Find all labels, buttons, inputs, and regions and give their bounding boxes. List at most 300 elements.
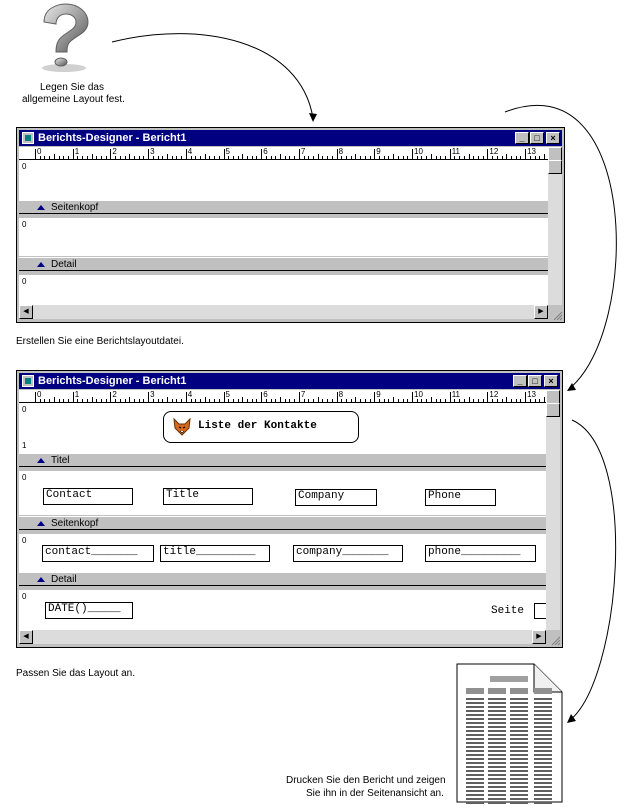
section-header-seitenkopf[interactable]: Seitenkopf — [19, 516, 546, 530]
scroll-right-button[interactable]: ▶ — [532, 630, 546, 644]
doc-line — [534, 794, 552, 796]
doc-line — [510, 762, 528, 764]
ruler-tick — [388, 156, 389, 159]
ruler-tick — [445, 156, 446, 159]
ruler-tick — [535, 156, 536, 159]
ruler-tick — [337, 149, 338, 159]
doc-line — [534, 758, 552, 760]
ruler-tick — [403, 156, 404, 159]
ruler-tick — [318, 397, 319, 402]
page-label[interactable]: Seite — [491, 605, 525, 617]
doc-line — [510, 798, 528, 800]
ruler-tick — [403, 399, 404, 402]
doc-line — [466, 774, 484, 776]
doc-line — [510, 754, 528, 756]
ruler-tick — [299, 392, 300, 402]
ruler-tick — [266, 156, 267, 159]
ruler-tick — [242, 397, 243, 402]
ruler-tick — [68, 399, 69, 402]
doc-line — [466, 714, 484, 716]
doc-line — [466, 794, 484, 796]
ruler-tick — [318, 154, 319, 159]
ruler-number: 11 — [451, 147, 460, 156]
ruler-tick — [520, 156, 521, 159]
minimize-button[interactable]: _ — [515, 132, 529, 144]
ruler-tick — [332, 156, 333, 159]
ruler-tick — [511, 156, 512, 159]
window-1-titlebar[interactable] — [19, 130, 562, 146]
ruler-tick — [139, 156, 140, 159]
ruler-tick — [77, 399, 78, 402]
doc-line — [534, 754, 552, 756]
ruler-tick — [120, 399, 121, 402]
doc-line — [510, 774, 528, 776]
header-label-company[interactable]: Company — [295, 489, 377, 506]
doc-line — [466, 730, 484, 732]
ruler-tick — [332, 399, 333, 402]
doc-line — [510, 730, 528, 732]
ruler-number: 4 — [187, 390, 193, 399]
ruler-number: 8 — [338, 390, 344, 399]
ruler-tick — [200, 156, 201, 159]
doc-line — [488, 722, 506, 724]
doc-line — [534, 782, 552, 784]
doc-line — [466, 766, 484, 768]
ruler-tick — [271, 399, 272, 402]
ruler-tick — [473, 399, 474, 402]
doc-line — [488, 742, 506, 744]
ruler-tick — [167, 397, 168, 402]
ruler-tick — [516, 399, 517, 402]
doc-line — [488, 710, 506, 712]
ruler-tick — [110, 149, 111, 159]
doc-line — [488, 750, 506, 752]
band-area-detail[interactable] — [33, 275, 548, 305]
band-area-titel[interactable] — [33, 403, 546, 453]
report-designer-window-2 — [16, 370, 563, 648]
ruler-tick — [322, 399, 323, 402]
ruler-tick — [256, 156, 257, 159]
field-date[interactable]: DATE()_____ — [45, 602, 133, 619]
vertical-scrollbar[interactable] — [548, 160, 562, 305]
maximize-button[interactable]: □ — [528, 375, 542, 387]
ruler-tick — [92, 397, 93, 402]
resize-grip-icon[interactable] — [549, 634, 561, 646]
ruler-number: 13 — [527, 390, 536, 399]
ruler-tick — [139, 399, 140, 402]
ruler-tick — [228, 156, 229, 159]
doc-line — [510, 706, 528, 708]
doc-line — [466, 750, 484, 752]
ruler-number: 9 — [376, 147, 381, 156]
ruler-tick — [106, 399, 107, 402]
ruler-tick — [450, 392, 451, 402]
ruler-tick — [205, 154, 206, 159]
ruler-tick — [337, 392, 338, 402]
doc-line — [534, 714, 552, 716]
scroll-left-button[interactable]: ◀ — [19, 630, 33, 644]
doc-line — [466, 754, 484, 756]
ruler-number: 12 — [489, 390, 499, 399]
doc-line — [534, 770, 552, 772]
ruler-tick — [233, 399, 234, 402]
ruler-tick — [502, 156, 503, 159]
ruler-tick — [96, 399, 97, 402]
ruler-tick — [530, 156, 531, 159]
ruler-tick — [195, 156, 196, 159]
ruler-tick — [360, 399, 361, 402]
scroll-left-button[interactable]: ◀ — [19, 305, 33, 319]
ruler-tick — [313, 399, 314, 402]
doc-line — [488, 790, 506, 792]
ruler-tick — [73, 392, 74, 402]
window-icon[interactable] — [22, 132, 34, 144]
ruler-tick — [327, 399, 328, 402]
ruler-number: 1 — [74, 147, 80, 156]
ruler-tick — [398, 156, 399, 159]
ruler-tick — [492, 399, 493, 402]
ruler-tick — [285, 399, 286, 402]
ruler-number: 6 — [263, 390, 268, 399]
ruler-tick — [148, 149, 149, 159]
horizontal-scrollbar[interactable] — [19, 630, 546, 644]
ruler-number: 3 — [150, 147, 155, 156]
field-company[interactable]: company_______ — [293, 545, 403, 562]
ruler-tick — [421, 399, 422, 402]
ruler-number: 10 — [414, 390, 423, 399]
ruler-tick — [238, 399, 239, 402]
doc-line — [488, 714, 506, 716]
ruler-tick — [492, 156, 493, 159]
ruler-tick — [520, 399, 521, 402]
ruler-tick — [327, 156, 328, 159]
doc-line — [466, 742, 484, 744]
ruler-tick — [459, 399, 460, 402]
doc-line — [488, 794, 506, 796]
doc-line — [488, 754, 506, 756]
ruler-tick — [351, 156, 352, 159]
band-area-seitenkopf[interactable] — [33, 218, 548, 256]
field-phone[interactable]: phone_________ — [425, 545, 536, 562]
doc-line — [466, 698, 484, 700]
ruler-tick — [478, 156, 479, 159]
ruler-tick — [115, 399, 116, 402]
minimize-button[interactable]: _ — [513, 375, 527, 387]
ruler-tick — [247, 156, 248, 159]
ruler-tick — [374, 149, 375, 159]
ruler-tick — [186, 392, 187, 402]
ruler-tick — [322, 156, 323, 159]
ruler-tick — [35, 149, 36, 159]
doc-line — [466, 718, 484, 720]
ruler-number: 1 — [74, 390, 80, 399]
ruler-tick — [417, 399, 418, 402]
ruler-tick — [487, 392, 488, 402]
ruler-tick — [280, 397, 281, 402]
doc-line — [534, 734, 552, 736]
ruler-tick — [384, 156, 385, 159]
ruler-number: 5 — [225, 147, 230, 156]
ruler-tick — [454, 399, 455, 402]
ruler-tick — [440, 399, 441, 402]
ruler-tick — [224, 392, 225, 402]
vertical-ruler: 0 — [19, 275, 34, 305]
ruler-tick — [252, 399, 253, 402]
section-header-detail[interactable]: Detail — [19, 257, 548, 271]
doc-line — [534, 778, 552, 780]
ruler-corner — [546, 390, 560, 404]
scroll-right-button[interactable]: ▶ — [534, 305, 548, 319]
doc-line — [466, 758, 484, 760]
section-header-seitenkopf[interactable]: Seitenkopf — [19, 200, 548, 214]
ruler-tick — [54, 154, 55, 159]
ruler-tick — [205, 397, 206, 402]
ruler-tick — [101, 156, 102, 159]
ruler-tick — [370, 156, 371, 159]
ruler-number: 0 — [37, 390, 42, 399]
ruler-tick — [388, 399, 389, 402]
ruler-tick — [379, 156, 380, 159]
window-2-titlebar[interactable] — [19, 373, 560, 389]
ruler-tick — [478, 399, 479, 402]
doc-line — [534, 742, 552, 744]
ruler-tick — [63, 156, 64, 159]
vertical-ruler: 0 1 — [19, 403, 34, 453]
ruler-tick — [450, 149, 451, 159]
section-header-detail[interactable]: Detail — [19, 572, 546, 586]
ruler-tick — [238, 156, 239, 159]
vertical-ruler: 0 — [19, 534, 34, 572]
ruler-tick — [421, 156, 422, 159]
doc-line — [466, 710, 484, 712]
ruler-tick — [431, 154, 432, 159]
close-button[interactable]: × — [546, 132, 560, 144]
close-button[interactable]: × — [544, 375, 558, 387]
ruler-tick — [271, 156, 272, 159]
ruler-tick — [351, 399, 352, 402]
ruler-tick — [469, 154, 470, 159]
ruler-tick — [129, 154, 130, 159]
ruler-tick — [44, 399, 45, 402]
ruler-tick — [256, 399, 257, 402]
doc-line — [534, 766, 552, 768]
ruler-tick — [374, 392, 375, 402]
ruler-tick — [172, 156, 173, 159]
ruler-number: 11 — [451, 390, 460, 399]
doc-line — [534, 738, 552, 740]
ruler-tick — [539, 399, 540, 402]
ruler-tick — [148, 392, 149, 402]
fox-logo-icon — [172, 417, 192, 437]
ruler-tick — [516, 156, 517, 159]
band-area-header-labels[interactable] — [33, 471, 546, 515]
ruler-tick — [464, 399, 465, 402]
section-triangle-icon — [37, 262, 45, 267]
ruler-tick — [153, 156, 154, 159]
field-contact[interactable]: contact_______ — [42, 545, 154, 562]
page-number-field[interactable] — [534, 603, 546, 619]
doc-line — [534, 802, 552, 804]
ruler-tick — [134, 399, 135, 402]
doc-line — [488, 730, 506, 732]
doc-line — [488, 766, 506, 768]
ruler-tick — [209, 399, 210, 402]
ruler-number: 13 — [527, 147, 536, 156]
header-label-contact[interactable]: Contact — [43, 488, 133, 505]
doc-line — [534, 730, 552, 732]
ruler-tick — [308, 156, 309, 159]
doc-line — [488, 746, 506, 748]
ruler-tick — [459, 156, 460, 159]
doc-line — [510, 750, 528, 752]
doc-line — [510, 738, 528, 740]
section-triangle-icon — [37, 458, 45, 463]
resize-grip-icon[interactable] — [551, 309, 563, 321]
ruler-tick — [162, 156, 163, 159]
doc-line — [510, 702, 528, 704]
horizontal-ruler — [19, 147, 548, 160]
header-label-phone[interactable]: Phone — [425, 489, 496, 506]
ruler-tick — [275, 156, 276, 159]
vertical-ruler: 0 — [19, 590, 34, 630]
doc-line — [488, 798, 506, 800]
scroll-thumb[interactable] — [548, 160, 562, 174]
ruler-tick — [96, 156, 97, 159]
ruler-tick — [365, 156, 366, 159]
ruler-number: 5 — [225, 390, 230, 399]
doc-line — [466, 706, 484, 708]
ruler-tick — [370, 399, 371, 402]
horizontal-ruler — [19, 390, 546, 403]
vertical-ruler: 0 — [19, 471, 34, 515]
doc-line — [534, 750, 552, 752]
ruler-tick — [299, 149, 300, 159]
doc-line — [510, 782, 528, 784]
ruler-tick — [275, 399, 276, 402]
doc-line — [488, 698, 506, 700]
printed-page-icon — [454, 662, 566, 806]
ruler-tick — [87, 399, 88, 402]
ruler-tick — [539, 156, 540, 159]
ruler-tick — [426, 399, 427, 402]
ruler-tick — [304, 399, 305, 402]
ruler-tick — [487, 149, 488, 159]
doc-line — [534, 726, 552, 728]
ruler-tick — [511, 399, 512, 402]
ruler-tick — [454, 156, 455, 159]
ruler-tick — [54, 397, 55, 402]
ruler-number: 0 — [37, 147, 42, 156]
caption-step4-line2: Sie ihn in der Seitenansicht an. — [306, 788, 444, 799]
doc-line — [510, 802, 528, 804]
doc-line — [510, 746, 528, 748]
ruler-number: 4 — [187, 147, 193, 156]
ruler-tick — [525, 392, 526, 402]
doc-line — [488, 782, 506, 784]
report-title-text: Liste der Kontakte — [198, 420, 317, 432]
field-title[interactable]: title_________ — [160, 545, 270, 562]
ruler-tick — [294, 156, 295, 159]
band-area-top[interactable] — [33, 160, 548, 200]
scroll-thumb[interactable] — [546, 403, 560, 417]
ruler-tick — [158, 399, 159, 402]
ruler-tick — [219, 156, 220, 159]
doc-line — [534, 790, 552, 792]
ruler-tick — [68, 156, 69, 159]
ruler-tick — [426, 156, 427, 159]
section-header-titel[interactable]: Titel — [19, 453, 546, 467]
ruler-tick — [158, 156, 159, 159]
ruler-tick — [355, 397, 356, 402]
ruler-tick — [167, 154, 168, 159]
ruler-tick — [497, 156, 498, 159]
header-label-title[interactable]: Title — [163, 488, 253, 505]
ruler-tick — [44, 156, 45, 159]
ruler-tick — [365, 399, 366, 402]
doc-line — [488, 734, 506, 736]
ruler-corner — [548, 147, 562, 161]
ruler-tick — [214, 399, 215, 402]
ruler-tick — [110, 392, 111, 402]
maximize-button[interactable]: □ — [530, 132, 544, 144]
ruler-tick — [261, 392, 262, 402]
ruler-tick — [214, 156, 215, 159]
ruler-number: 7 — [300, 390, 306, 399]
ruler-tick — [247, 399, 248, 402]
report-designer-window-1 — [16, 127, 565, 323]
ruler-tick — [59, 399, 60, 402]
ruler-tick — [200, 399, 201, 402]
ruler-tick — [436, 399, 437, 402]
doc-line — [534, 798, 552, 800]
ruler-tick — [125, 399, 126, 402]
ruler-tick — [431, 397, 432, 402]
doc-line — [510, 710, 528, 712]
doc-line — [534, 702, 552, 704]
ruler-tick — [346, 399, 347, 402]
ruler-tick — [63, 399, 64, 402]
doc-line — [466, 770, 484, 772]
ruler-tick — [440, 156, 441, 159]
ruler-tick — [341, 156, 342, 159]
doc-line — [466, 738, 484, 740]
doc-line — [488, 802, 506, 804]
vertical-scrollbar[interactable] — [546, 403, 560, 630]
ruler-tick — [59, 156, 60, 159]
ruler-tick — [544, 154, 545, 159]
ruler-tick — [506, 154, 507, 159]
ruler-tick — [483, 399, 484, 402]
ruler-tick — [181, 156, 182, 159]
ruler-tick — [82, 399, 83, 402]
ruler-tick — [308, 399, 309, 402]
band-area-detail-fields[interactable] — [33, 534, 546, 572]
caption-step1-line2: allgemeine Layout fest. — [22, 94, 125, 105]
ruler-tick — [129, 397, 130, 402]
doc-line — [510, 766, 528, 768]
band-area-footer[interactable] — [33, 590, 546, 630]
ruler-tick — [412, 149, 413, 159]
ruler-tick — [40, 399, 41, 402]
ruler-tick — [106, 156, 107, 159]
report-title-box[interactable] — [163, 411, 359, 443]
ruler-tick — [233, 156, 234, 159]
doc-line — [488, 770, 506, 772]
horizontal-scrollbar[interactable] — [19, 305, 548, 319]
window-icon[interactable] — [22, 375, 34, 387]
vertical-ruler: 0 — [19, 160, 34, 200]
window-1-title: Berichts-Designer - Bericht1 — [38, 132, 187, 144]
